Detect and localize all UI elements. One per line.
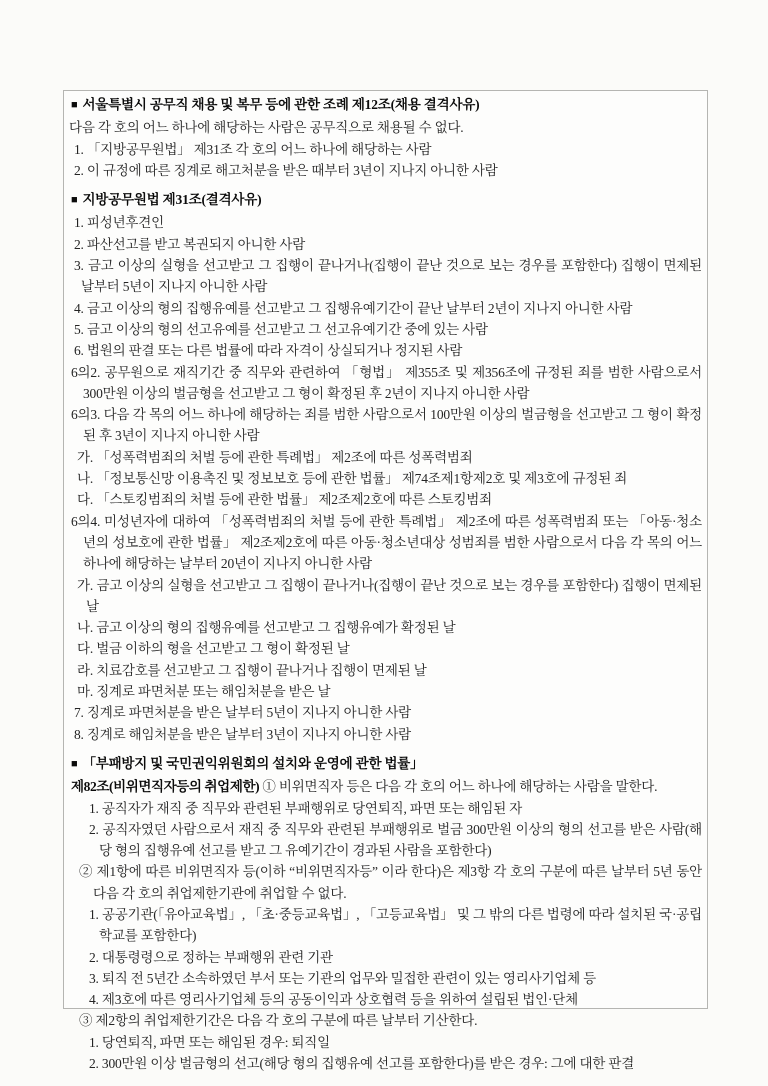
paragraph: 1. 공직자가 재직 중 직무와 관련된 부패행위로 당연퇴직, 파면 또는 해임된 자 (89, 800, 523, 816)
paragraph: 나. 「정보통신망 이용촉진 및 정보보호 등에 관한 법률」 제74조제1항제2호 및 제3호에 규정된 죄 (77, 471, 628, 487)
document-box (63, 90, 708, 1072)
paragraph: 4. 금고 이상의 형의 집행유예를 선고받고 그 집행유예기간이 끝난 날부터 2년이 지나지 아니한 사람 (74, 300, 633, 316)
paragraph: 1. 당연퇴직, 파면 또는 해임된 경우: 퇴직일 (89, 1034, 330, 1050)
section (69, 189, 702, 745)
paragraph: 다. 벌금 이하의 형을 선고받고 그 형이 확정된 날 (77, 641, 350, 657)
paragraph: 마. 징계로 파면처분 또는 해임처분을 받은 날 (77, 684, 331, 700)
paragraph: 8. 징계로 해임처분을 받은 날부터 3년이 지나지 아니한 사람 (74, 726, 412, 742)
square-bullet-icon: ■ (71, 194, 78, 207)
paragraph: 3. 퇴직 전 5년간 소속하였던 부서 또는 기관의 업무와 밀접한 관련이 있는 영리사기업체 등 (89, 970, 596, 986)
paragraph: ② 제1항에 따른 비위면직자 등(이하 “비위면직자등” 이라 한다)은 제3항 각 호의 구분에 따른 날부터 5년 동안 다음 각 호의 취업제한기관에 취업할 수 없다. (79, 864, 702, 901)
paragraph: 5. 금고 이상의 형의 선고유예를 선고받고 그 선고유예기간 중에 있는 사람 (74, 321, 488, 337)
section-title (69, 189, 702, 212)
paragraph: 2. 300만원 이상 벌금형의 선고(해당 형의 집행유예 선고를 포함한다)를 받은 경우: 그에 대한 판결 (89, 1056, 635, 1072)
paragraph: 1. 공공기관(「유아교육법」, 「초·중등교육법」, 「고등교육법」 및 그 밖의 다른 법령에 따라 설치된 국·공립학교를 포함한다) (89, 906, 702, 944)
paragraph: 가. 금고 이상의 실형을 선고받고 그 집행이 끝나거나(집행이 끝난 것으로 보는 경우를 포함한다) 집행이 면제된 날 (77, 577, 702, 614)
paragraph: 4. 제3호에 따른 영리사기업체 등의 공동이익과 상호협력 등을 위하여 설립된 법인·단체 (89, 992, 578, 1008)
paragraph: 라. 치료감호를 선고받고 그 집행이 끝나거나 집행이 면제된 날 (77, 662, 427, 678)
square-bullet-icon: ■ (71, 99, 78, 111)
section-title (69, 94, 702, 117)
article-heading: 제82조(비위면직자등의 취업제한) (71, 779, 260, 795)
paragraph: 다. 「스토킹범죄의 처벌 등에 관한 법률」 제2조제2호에 따른 스토킹범죄 (77, 492, 492, 508)
section-title-text: 지방공무원법 제31조(결격사유) (82, 192, 262, 208)
paragraph: 나. 금고 이상의 형의 집행유예를 선고받고 그 집행유예가 확정된 날 (77, 620, 456, 636)
paragraph: 7. 징계로 파면처분을 받은 날부터 5년이 지나지 아니한 사람 (74, 705, 412, 721)
paragraph: 6의3. 다음 각 목의 어느 하나에 해당하는 죄를 범한 사람으로서 100만원 이상의 벌금형을 선고받고 그 형이 확정된 후 3년이 지나지 아니한 사람 (71, 407, 702, 444)
paragraph: 6의4. 미성년자에 대하여 「성폭력범죄의 처벌 등에 관한 특례법」 제2조에 따른 성폭력범죄 또는 「아동·청소년의 성보호에 관한 법률」 제2조제2호에 따른 아동·청소년대상 성범죄를 범한 사람으로서 다음 각 목의 어느 하나에 해당하는 날부터 20년이 지나지 아니한 사람 (71, 513, 702, 572)
paragraph (69, 776, 702, 797)
paragraph: 다음 각 호의 어느 하나에 해당하는 사람은 공무직으로 채용될 수 없다. (69, 120, 464, 136)
paragraph: 2. 이 규정에 따른 징계로 해고처분을 받은 때부터 3년이 지나지 아니한 사람 (74, 162, 498, 178)
paragraph: 6. 법원의 판결 또는 다른 법률에 따라 자격이 상실되거나 정지된 사람 (74, 343, 463, 359)
section-title (69, 753, 702, 776)
section-title-text: 「부패방지 및 국민권익위원회의 설치와 운영에 관한 법률」 (82, 755, 424, 771)
paragraph: 2. 파산선고를 받고 복권되지 아니한 사람 (74, 236, 306, 252)
paragraph: 2. 공직자였던 사람으로서 재직 중 직무와 관련된 부패행위로 벌금 300만원 이상의 형의 선고를 받은 사람(해당 형의 집행유예 선고를 받고 그 유예기간이 경과된 사람을 포함한다) (89, 821, 702, 859)
paragraph: 1. 피성년후견인 (74, 215, 164, 231)
paragraph: 2. 대통령령으로 정하는 부패행위 관련 기관 (89, 949, 333, 965)
section (69, 753, 702, 1074)
section-title-text: 서울특별시 공무직 채용 및 복무 등에 관한 조례 제12조(채용 결격사유) (82, 97, 480, 112)
paragraph-text: ① 비위면직자 등은 다음 각 호의 어느 하나에 해당하는 사람을 말한다. (259, 779, 658, 795)
paragraph: 3. 금고 이상의 실형을 선고받고 그 집행이 끝나거나(집행이 끝난 것으로 보는 경우를 포함한다) 집행이 면제된 날부터 5년이 지나지 아니한 사람 (74, 258, 702, 295)
square-bullet-icon: ■ (71, 757, 78, 770)
paragraph: 가. 「성폭력범죄의 처벌 등에 관한 특례법」 제2조에 따른 성폭력범죄 (77, 449, 473, 465)
paragraph: ③ 제2항의 취업제한기간은 다음 각 호의 구분에 따른 날부터 기산한다. (79, 1013, 478, 1029)
paragraph: 6의2. 공무원으로 재직기간 중 직무와 관련하여 「형법」 제355조 및 제356조에 규정된 죄를 범한 사람으로서 300만원 이상의 벌금형을 선고받고 그 형이 확정된 후 2년이 지나지 아니한 사람 (71, 364, 702, 401)
paragraph: 1. 「지방공무원법」 제31조 각 호의 어느 하나에 해당하는 사람 (74, 141, 432, 157)
section (69, 94, 702, 181)
